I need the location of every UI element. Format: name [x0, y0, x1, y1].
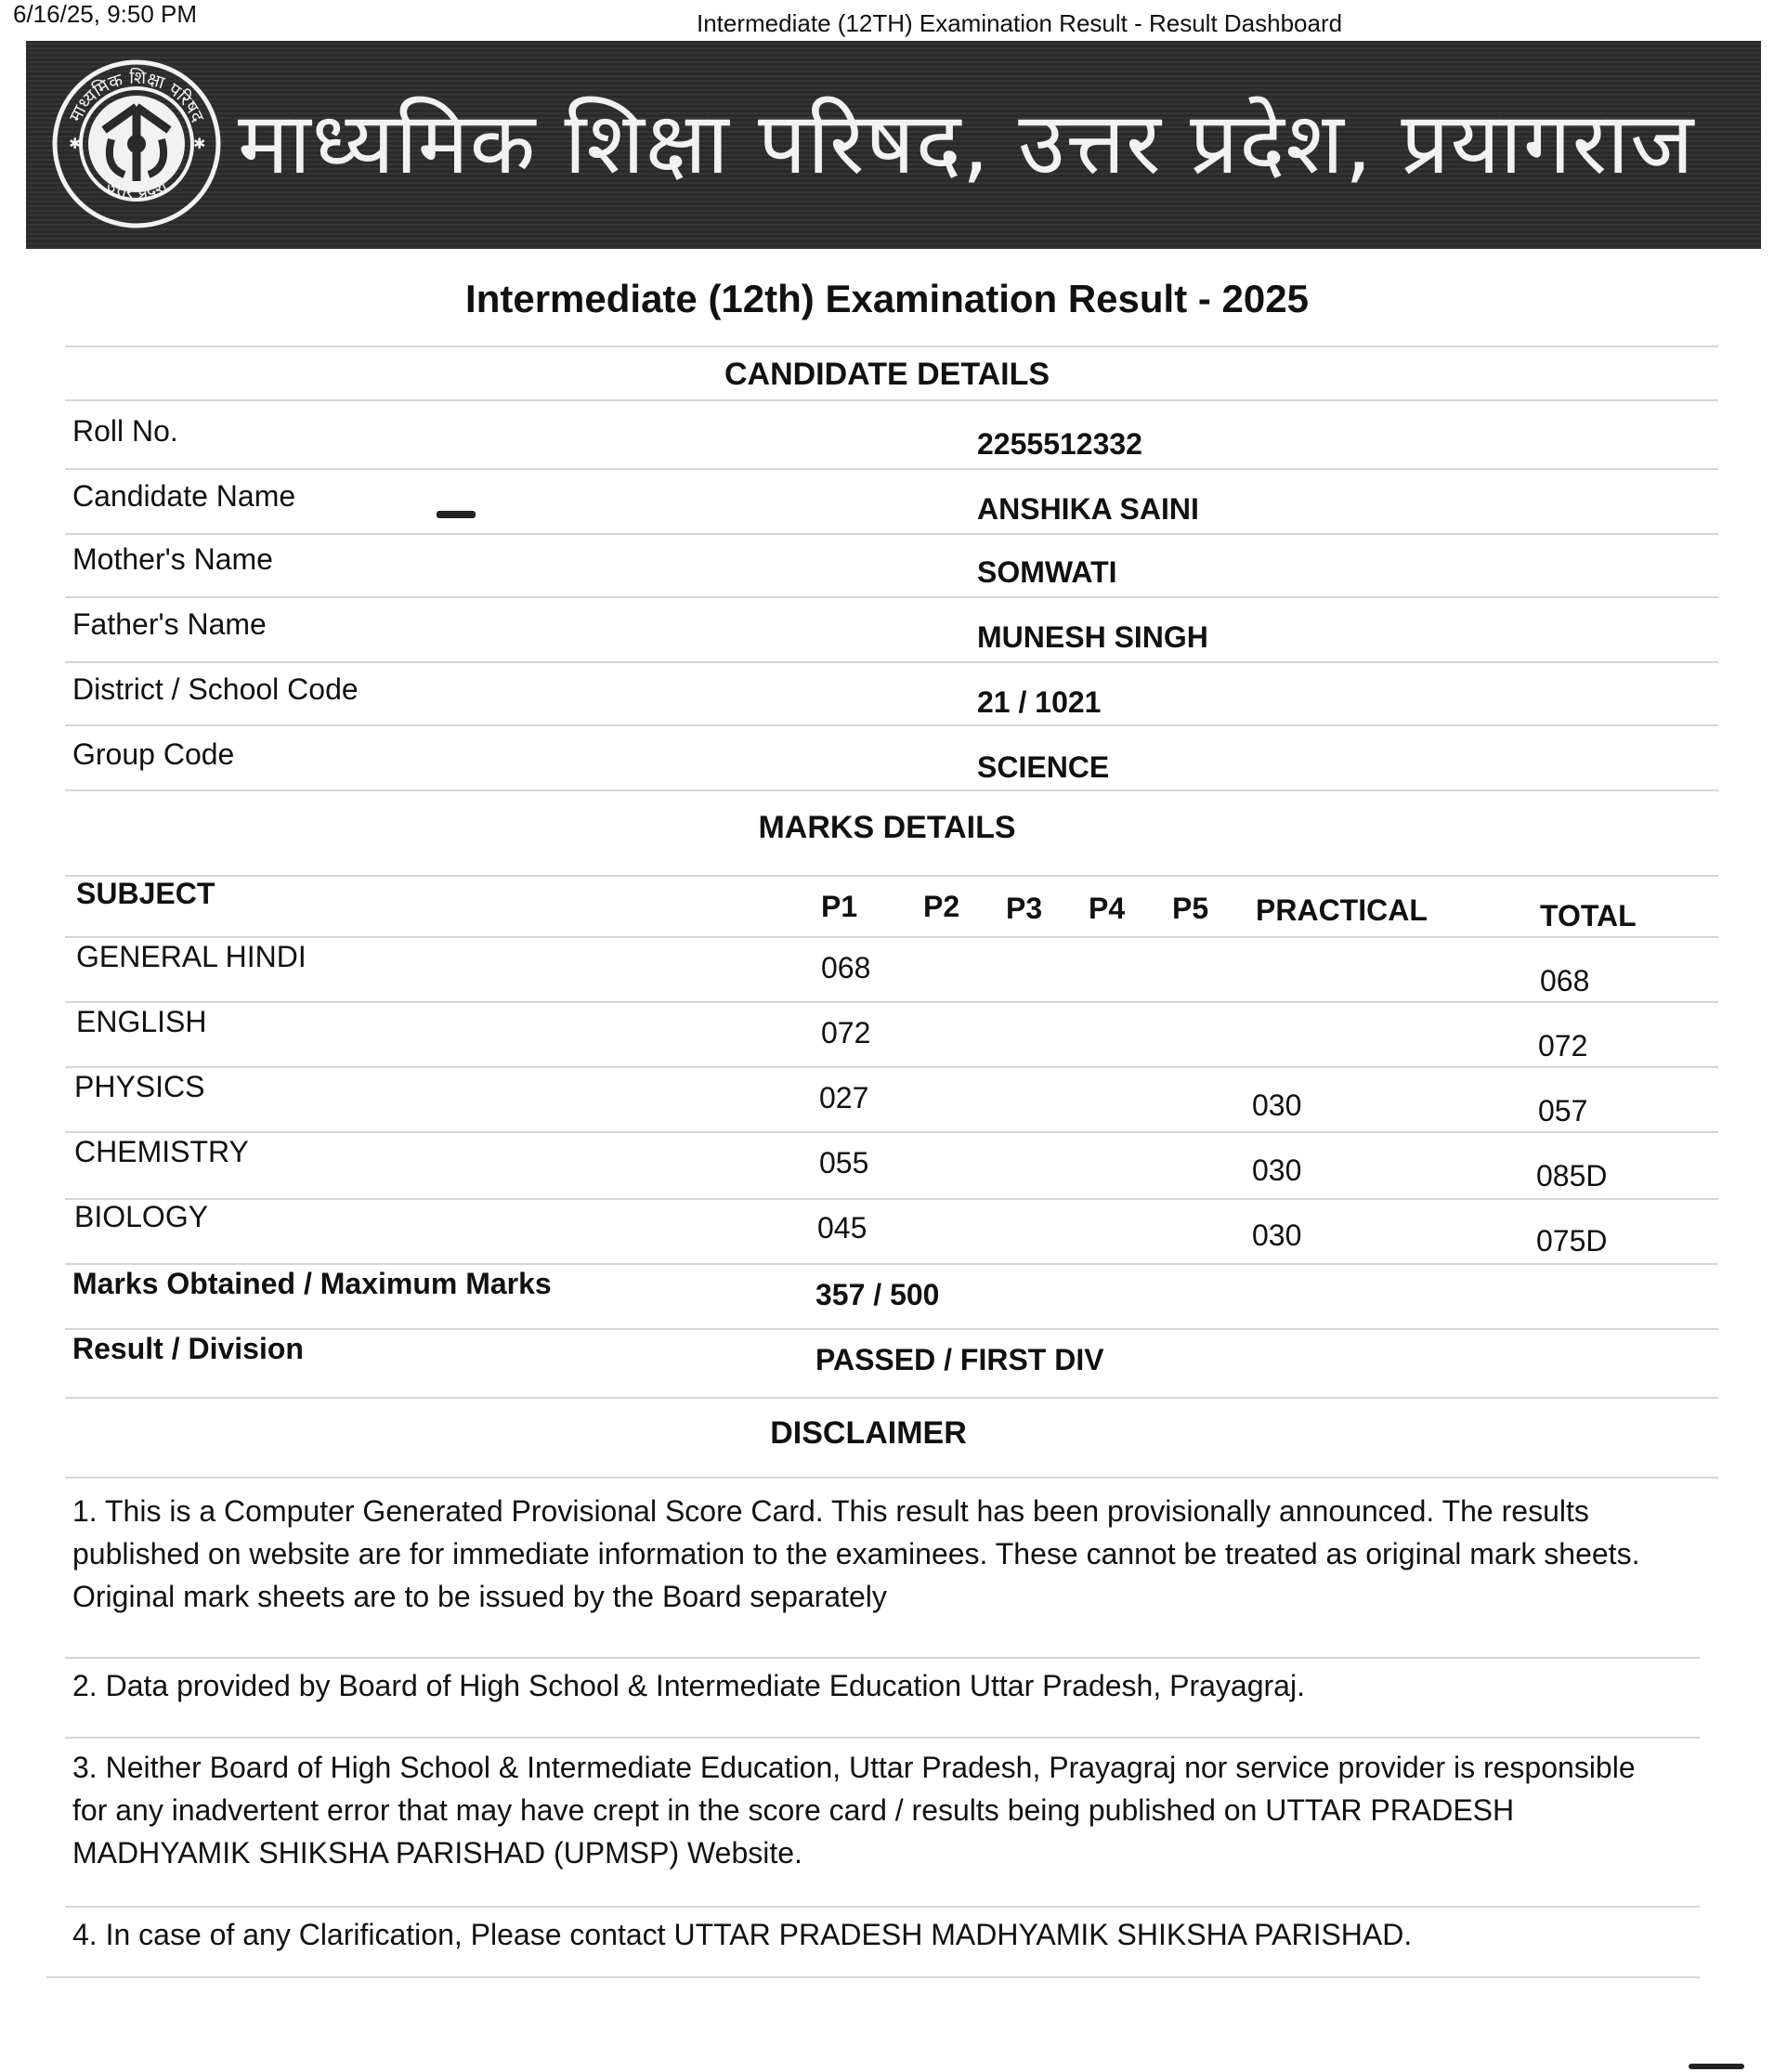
p1-mark: 055: [819, 1146, 869, 1179]
divider: [65, 1657, 1700, 1659]
scan-mark: [1689, 2064, 1744, 2069]
divider: [65, 661, 1718, 663]
result-division-label: Result / Division: [72, 1332, 304, 1365]
divider: [65, 1397, 1718, 1399]
column-p1: P1: [821, 890, 858, 923]
column-p5: P5: [1172, 892, 1209, 925]
roll-no-value: 2255512332: [977, 427, 1142, 461]
svg-text:उत्तर प्रदेश: उत्तर प्रदेश: [102, 175, 171, 203]
ink-smudge: [437, 511, 476, 518]
divider: [65, 1198, 1718, 1200]
district-school-code-label: District / School Code: [72, 672, 359, 706]
divider: [65, 1001, 1718, 1003]
marks-obtained-label: Marks Obtained / Maximum Marks: [72, 1267, 552, 1300]
roll-no-label: Roll No.: [72, 414, 178, 448]
total-mark: 085D: [1536, 1159, 1608, 1192]
banner-title: माध्यमिक शिक्षा परिषद, उत्तर प्रदेश, प्रयागराज: [238, 94, 1695, 193]
total-mark: 072: [1538, 1029, 1588, 1062]
subject-name: GENERAL HINDI: [76, 940, 307, 973]
divider: [65, 1328, 1718, 1330]
disclaimer-item: 3. Neither Board of High School & Intermediate Education, Uttar Pradesh, Prayagraj nor service provider is responsible for any inadvertent error that may have crept in the score card / results being published on UTTAR PRADESH MADHYAMIK SHIKSHA PARISHAD (UPMSP) Website.: [72, 1751, 1636, 1870]
marks-obtained-value: 357 / 500: [815, 1278, 940, 1311]
divider: [65, 345, 1718, 347]
subject-name: ENGLISH: [76, 1005, 207, 1038]
district-school-code-value: 21 / 1021: [977, 685, 1102, 719]
disclaimer-item: 2. Data provided by Board of High School & Intermediate Education Uttar Pradesh, Prayagraj.: [72, 1669, 1305, 1702]
result-division-value: PASSED / FIRST DIV: [815, 1343, 1104, 1376]
column-subject: SUBJECT: [76, 877, 215, 910]
divider: [65, 1131, 1718, 1133]
candidate-details-heading: CANDIDATE DETAILS: [724, 357, 1050, 392]
print-date: 6/16/25, 9:50 PM: [13, 0, 198, 28]
result-title: Intermediate (12th) Examination Result - 2025: [465, 277, 1309, 320]
divider: [65, 789, 1718, 791]
column-total: TOTAL: [1540, 899, 1637, 932]
divider: [65, 1263, 1718, 1265]
disclaimer-item: 4. In case of any Clarification, Please contact UTTAR PRADESH MADHYAMIK SHIKSHA PARISHAD.: [72, 1918, 1413, 1951]
divider: [65, 1906, 1700, 1908]
divider: [65, 1737, 1700, 1739]
practical-mark: 030: [1252, 1218, 1302, 1252]
divider: [65, 875, 1718, 877]
disclaimer-heading: DISCLAIMER: [770, 1415, 967, 1451]
column-p3: P3: [1006, 892, 1043, 925]
divider: [65, 468, 1718, 470]
p1-mark: 027: [819, 1081, 869, 1114]
mothers-name-value: SOMWATI: [977, 555, 1117, 589]
candidate-name-value: ANSHIKA SAINI: [977, 492, 1199, 526]
marks-details-heading: MARKS DETAILS: [758, 810, 1016, 845]
print-page-title: Intermediate (12TH) Examination Result - Result Dashboard: [697, 9, 1343, 37]
column-p4: P4: [1089, 892, 1126, 925]
print-header: [0, 0, 1774, 37]
p1-mark: 068: [821, 951, 871, 984]
subject-name: PHYSICS: [74, 1070, 205, 1103]
column-practical: PRACTICAL: [1256, 893, 1428, 927]
subject-name: CHEMISTRY: [74, 1135, 249, 1168]
board-emblem-logo: [48, 56, 225, 232]
group-code-label: Group Code: [72, 737, 235, 771]
divider: [65, 533, 1718, 535]
divider: [65, 399, 1718, 401]
p1-mark: 072: [821, 1016, 871, 1049]
divider: [65, 1066, 1718, 1068]
board-banner: [26, 41, 1761, 249]
column-p2: P2: [923, 890, 960, 923]
practical-mark: 030: [1252, 1153, 1302, 1187]
fathers-name-label: Father's Name: [72, 607, 267, 641]
svg-text:✱: ✱: [193, 135, 206, 152]
divider: [65, 1477, 1718, 1479]
candidate-name-label: Candidate Name: [72, 479, 296, 513]
divider: [65, 724, 1718, 726]
svg-text:माध्यमिक शिक्षा परिषद: माध्यमिक शिक्षा परिषद: [65, 67, 208, 125]
total-mark: 068: [1540, 964, 1590, 997]
fathers-name-value: MUNESH SINGH: [977, 620, 1208, 654]
group-code-value: SCIENCE: [977, 750, 1110, 784]
subject-name: BIOLOGY: [74, 1200, 209, 1233]
practical-mark: 030: [1252, 1088, 1302, 1122]
p1-mark: 045: [817, 1211, 867, 1245]
total-mark: 075D: [1536, 1224, 1608, 1258]
mothers-name-label: Mother's Name: [72, 542, 273, 576]
total-mark: 057: [1538, 1094, 1588, 1127]
divider: [65, 936, 1718, 938]
divider: [65, 596, 1718, 598]
divider: [46, 1976, 1700, 1978]
svg-text:✱: ✱: [69, 135, 82, 152]
disclaimer-item: 1. This is a Computer Generated Provisional Score Card. This result has been provisionally announced. The results published on website are for immediate information to the examinees. These cannot be treated as original mark sheets. Original mark sheets are to be issued by the Board separately: [72, 1494, 1640, 1613]
